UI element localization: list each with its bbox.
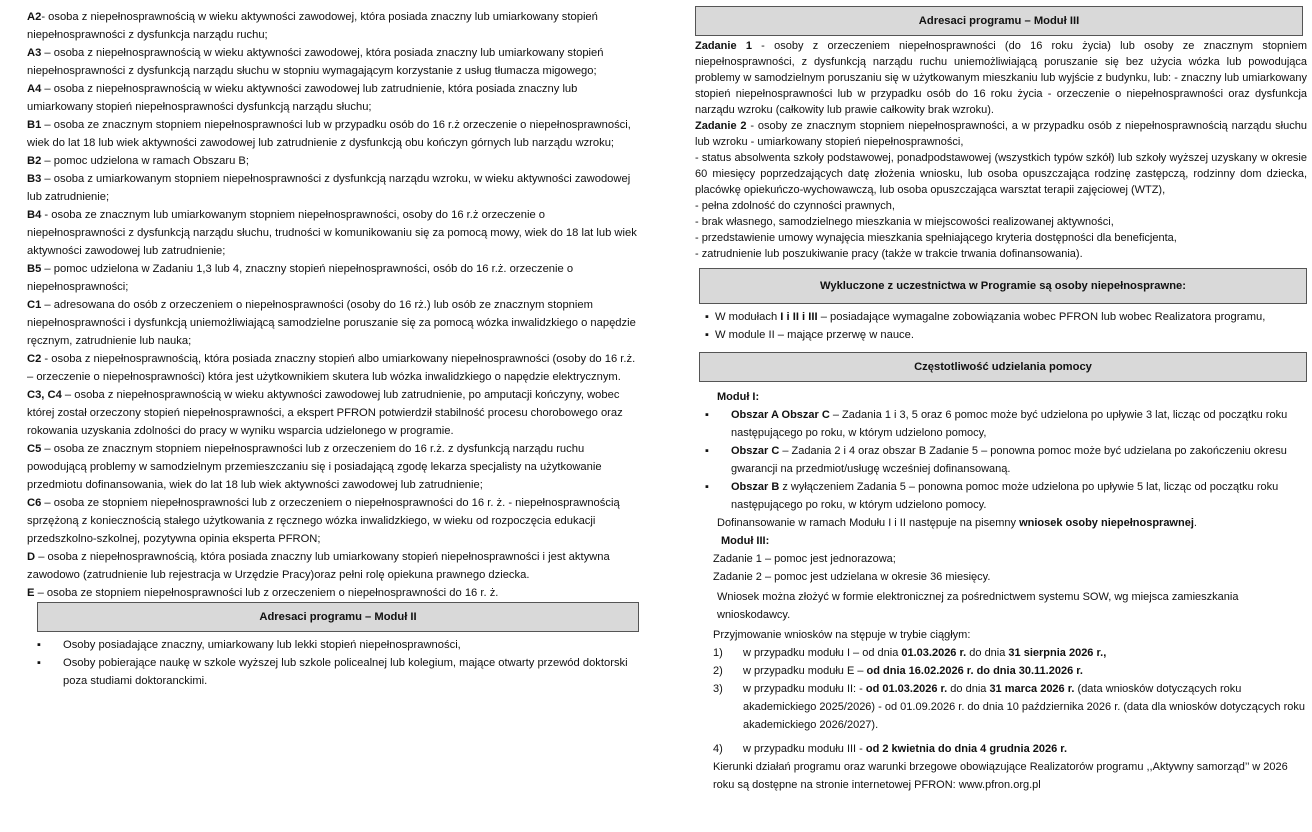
zadanie2-status: - status absolwenta szkoły podstawowej, ponadpodstawowej (wszystkich typów szkół) lub szkoły wyższej uzyskany w okresie 60 miesięcy poprzedzających datę złożenia wniosku, lub osoba opuszczająca rodzinę zastępczą, rodzinny dom dziecka, placówkę opiekuńczo-wychowawczą, lub osoba opuszczająca warsztat terapii zajęciowej (WTZ), [695,152,1307,196]
zadanie2-line: - zatrudnienie lub poszukiwanie pracy (także w trakcie trwania dofinansowania). [695,248,1083,260]
zadanie2-line: - pełna zdolność do czynności prawnych, [695,200,895,212]
modul1-list [695,406,1307,514]
modul1-title: Moduł I: [717,391,760,403]
left-column [27,8,639,690]
m3-zadanie1: Zadanie 1 – pomoc jest jednorazowa; [713,553,896,565]
intake-note: Przyjmowanie wniosków na stępuje w trybie ciągłym: [713,629,971,641]
list-item: ▪ Obszar B z wyłączeniem Zadania 5 – ponowna pomoc może udzielona po upływie 5 lat, licząc od początku roku następującego po roku, w którym udzielono pomocy. [695,478,1307,514]
list-item: ▪ Osoby posiadające znaczny, umiarkowany lub lekki stopień niepełnosprawności, [27,636,639,654]
list-item: ▪ Obszar C – Zadania 2 i 4 oraz obszar B Zadanie 5 – ponowna pomoc może być udzielana po zakończeniu okresu gwarancji na przedmiot/usługę wcześniej dofinansowaną. [695,442,1307,478]
eligibility-item: E – osoba ze stopniem niepełnosprawności lub z orzeczeniem o niepełnosprawności do 16 r. ż. [27,587,499,599]
excluded-header: Wykluczone z uczestnictwa w Programie są osoby niepełnosprawne: [699,268,1307,304]
modul2-header: Adresaci programu – Moduł II [37,602,639,632]
eligibility-item: A3 – osoba z niepełnosprawnością w wieku aktywności zawodowej, która posiada znaczny lub umiarkowany stopień niepełnosprawności z dysfunkcją narządu słuchu w stopniu wymagającym korzystanie z usług tłumacza migowego; [27,47,604,77]
right-column [695,6,1307,794]
deadline-list [713,644,1307,758]
eligibility-item: C2 - osoba z niepełnosprawnością, która posiada znaczny stopień albo umiarkowany niepełnosprawności (osoby do 16 r.ż. – orzeczenie o niepełnosprawności) która jest użytkownikiem skutera lub wózka inwalidzkiego o napędzie elektrycznym. [27,353,636,383]
deadline-item: 3) w przypadku modułu II: - od 01.03.2026 r. do dnia 31 marca 2026 r. (data wniosków dotyczących roku akademickiego 2025/2026) - od 01.09.2026 r. do dnia 10 października 2026 r. (data dla wniosków dotyczących roku akademickiego 2026/2027). [713,683,1305,731]
zadanie2-line: - brak własnego, samodzielnego mieszkania w miejscowości realizowanej aktywności, [695,216,1114,228]
footer-note: Kierunki działań programu oraz warunki brzegowe obowiązujące Realizatorów programu ,,Aktywny samorząd’’ w 2026 roku są dostępne na stronie internetowej PFRON: www.pfron.org.pl [713,761,1288,791]
modul2-list [27,636,639,690]
list-item: ▪ Osoby pobierające naukę w szkole wyższej lub szkole policealnej lub kolegium, mające otwarty przewód doktorski poza studiami doktoranckimi. [27,654,639,690]
eligibility-item: B5 – pomoc udzielona w Zadaniu 1,3 lub 4, znaczny stopień niepełnosprawności, osób do 16 r.ż. orzeczenie o niepełnosprawności; [27,263,574,293]
eligibility-list [27,8,639,602]
eligibility-item: B3 – osoba z umiarkowanym stopniem niepełnosprawności z dysfunkcją narządu wzroku, w wieku aktywności zawodowej lub zatrudnienie; [27,173,631,203]
dofinansowanie-note: Dofinansowanie w ramach Modułu I i II następuje na pisemny wniosek osoby niepełnosprawnej. [717,517,1197,529]
modul3-header: Adresaci programu – Moduł III [695,6,1303,36]
deadline-item: 2) w przypadku modułu E – od dnia 16.02.2026 r. do dnia 30.11.2026 r. [713,665,1083,677]
eligibility-item: B2 – pomoc udzielona w ramach Obszaru B; [27,155,250,167]
list-item: ▪ W modułach I i II i III – posiadające wymagalne zobowiązania wobec PFRON lub wobec Realizatora programu, [695,308,1307,326]
eligibility-item: A2- osoba z niepełnosprawnością w wieku aktywności zawodowej, która posiada znaczny lub umiarkowany stopień niepełnosprawności z dysfunkcja narządu ruchu; [27,11,598,41]
eligibility-item: B4 - osoba ze znacznym lub umiarkowanym stopniem niepełnosprawności, osoby do 16 r.ż orzeczenie o niepełnosprawności z dysfunkcją narządu słuchu, trudności w komunikowaniu się za pomocą mowy, wiek do 18 lat lub wiek aktywności zawodowej lub zatrudnienie; [27,209,637,257]
freq-header: Częstotliwość udzielania pomocy [699,352,1307,382]
eligibility-item: C3, C4 – osoba z niepełnosprawnością w wieku aktywności zawodowej lub zatrudnienie, po amputacji kończyny, wobec której został orzeczony stopień niepełnosprawności, a ekspert PFRON potwierdził stabilność procesu chorobowego oraz rokowania uzyskania zdolności do pracy w wyniku wsparcia udzielonego w programie. [27,389,623,437]
deadline-item: 4) w przypadku modułu III - od 2 kwietnia do dnia 4 grudnia 2026 r. [713,743,1068,755]
m3-zadanie2: Zadanie 2 – pomoc jest udzielana w okresie 36 miesięcy. [713,571,991,583]
list-item: ▪ W module II – mające przerwę w nauce. [695,326,1307,344]
freq-section [695,388,1307,794]
zadanie2-line: - przedstawienie umowy wynajęcia mieszkania spełniającego kryteria dostępności dla beneficjenta, [695,232,1177,244]
modul3-section [695,38,1307,262]
deadline-item: 1) w przypadku modułu I – od dnia 01.03.2026 r. do dnia 31 sierpnia 2026 r., [713,647,1107,659]
modul3-title: Moduł III: [721,535,770,547]
zadanie1: Zadanie 1 - osoby z orzeczeniem niepełnosprawności (do 16 roku życia) lub osoby ze znacznym stopniem niepełnosprawności, z dysfunkcją narządu ruchu uniemożliwiającą poruszanie się bez użycia wózka lub powodująca problemy w samodzielnym poruszaniu się w użytkowanym mieszkaniu lub wyjście z budynku, lub: - znaczny lub umiarkowany stopień niepełnosprawności lub w przypadku osób do 16 roku życia - orzeczenie o niepełnosprawności oraz dysfunkcja narządu wzroku (całkowity lub prawie całkowity brak wzroku). [695,40,1307,116]
sow-note: Wniosek można złożyć w formie elektronicznej za pośrednictwem systemu SOW, wg miejsca zamieszkania wnioskodawcy. [717,591,1239,621]
eligibility-item: C5 – osoba ze znacznym stopniem niepełnosprawności lub z orzeczeniem do 16 r.ż. z dysfunkcją narządu ruchu powodującą problemy w samodzielnym przemieszczaniu się i posiadającą zgodę lekarza specjalisty na użytkowanie przedmiotu dofinansowania, wiek do lat 18 lub wiek aktywności zawodowej lub zatrudnienie; [27,443,602,491]
zadanie2: Zadanie 2 - osoby ze znacznym stopniem niepełnosprawności, a w przypadku osób z niepełnosprawnością narządu słuchu lub wzroku - umiarkowany stopień niepełnosprawności, [695,120,1307,148]
eligibility-item: A4 – osoba z niepełnosprawnością w wieku aktywności zawodowej lub zatrudnienie, która posiada znaczny lub umiarkowany stopień niepełnosprawności dysfunkcją narządu słuchu; [27,83,578,113]
eligibility-item: C6 – osoba ze stopniem niepełnosprawności lub z orzeczeniem o niepełnosprawności do 16 r. ż. - niepełnosprawnością sprzężoną z koniecznością stałego użytkowania z ręcznego wózka inwalidzkiego, w wieku od rozpoczęcia edukacji przedszkolno-szkolnej, pozytywna opinia eksperta PFRON; [27,497,620,545]
list-item: ▪ Obszar A Obszar C – Zadania 1 i 3, 5 oraz 6 pomoc może być udzielona po upływie 3 lat, licząc od początku roku następującego po roku, w którym udzielono pomocy, [695,406,1307,442]
eligibility-item: B1 – osoba ze znacznym stopniem niepełnosprawności lub w przypadku osób do 16 r.ż orzeczenie o niepełnosprawności, wiek do lat 18 lub wiek aktywności zawodowej lub zatrudnienie z dysfunkcją obu kończyn górnych lub narządu wzroku; [27,119,631,149]
eligibility-item: D – osoba z niepełnosprawnością, która posiada znaczny lub umiarkowany stopień niepełnosprawności i jest aktywna zawodowo (zatrudnienie lub rejestracja w Urzędzie Pracy)oraz pełni rolę opiekuna prawnego dziecka. [27,551,610,581]
eligibility-item: C1 – adresowana do osób z orzeczeniem o niepełnosprawności (osoby do 16 rż.) lub osób ze znacznym stopniem niepełnosprawności i dysfunkcją uniemożliwiającą samodzielne poruszanie się za pomocą wózka inwalidzkiego o napędzie ręcznym, zatrudnienie lub nauka; [27,299,636,347]
excluded-list [695,308,1307,344]
